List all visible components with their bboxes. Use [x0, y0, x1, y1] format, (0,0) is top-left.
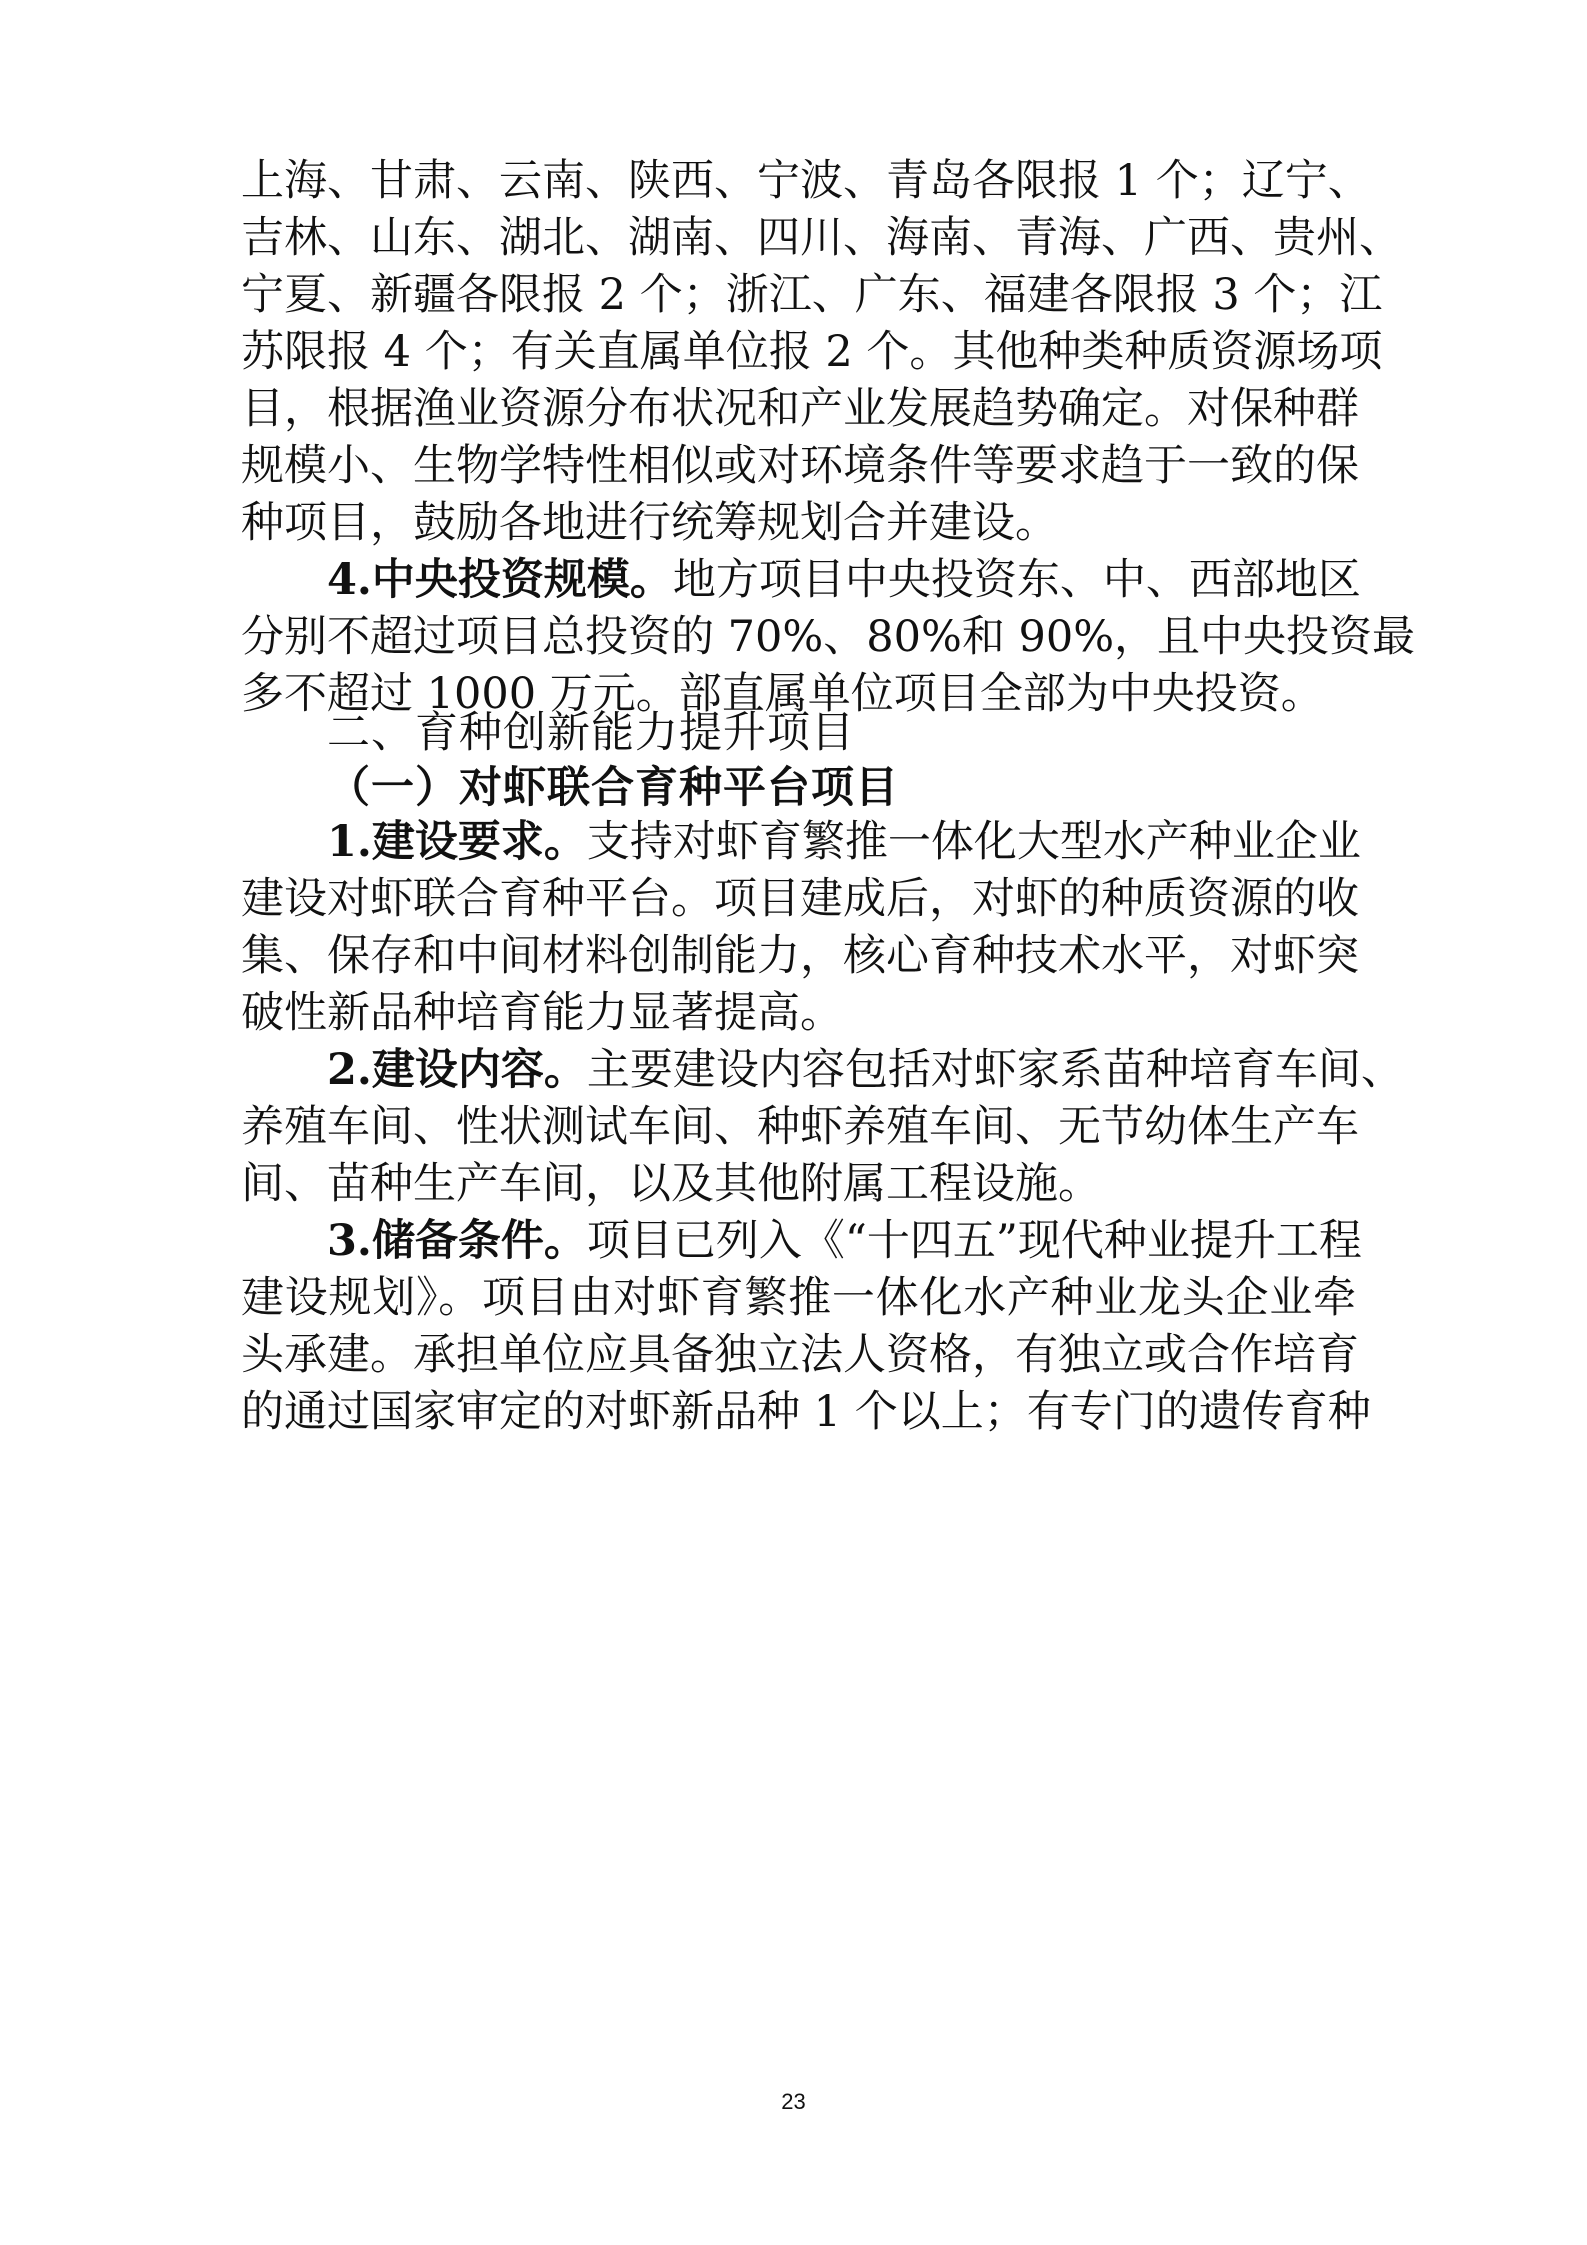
paragraph-line: 目，根据渔业资源分布状况和产业发展趋势确定。对保种群	[241, 384, 1359, 434]
subsection-heading: （一）对虾联合育种平台项目	[327, 763, 899, 813]
item1-text: 支持对虾育繁推一体化大型水产种业企业	[586, 817, 1361, 867]
paragraph-line: 头承建。承担单位应具备独立法人资格，有独立或合作培育	[241, 1330, 1359, 1380]
item3-label: 3.储备条件。	[327, 1216, 587, 1266]
item1-first-line	[327, 814, 1361, 870]
page-number: 23	[781, 2089, 806, 2114]
paragraph-line: 宁夏、新疆各限报 2 个；浙江、广东、福建各限报 3 个；江	[241, 270, 1383, 320]
item4-text: 地方项目中央投资东、中、西部地区	[672, 555, 1361, 605]
item3-text: 项目已列入《“十四五”现代种业提升工程	[586, 1216, 1362, 1266]
paragraph-line: 上海、甘肃、云南、陕西、宁波、青岛各限报 1 个；辽宁、	[241, 156, 1371, 206]
item4-label: 4.中央投资规模。	[327, 555, 673, 605]
paragraph-line: 种项目，鼓励各地进行统筹规划合并建设。	[241, 498, 1058, 548]
item4-first-line	[327, 552, 1361, 608]
item2-label: 2.建设内容。	[327, 1045, 587, 1095]
item3-first-line	[327, 1213, 1362, 1269]
paragraph-line: 苏限报 4 个；有关直属单位报 2 个。其他种类种质资源场项	[241, 327, 1383, 377]
item2-first-line	[327, 1042, 1404, 1098]
paragraph-line: 规模小、生物学特性相似或对环境条件等要求趋于一致的保	[241, 441, 1359, 491]
paragraph-line: 建设规划》。项目由对虾育繁推一体化水产种业龙头企业牵	[241, 1273, 1356, 1323]
paragraph-line: 间、苗种生产车间，以及其他附属工程设施。	[241, 1159, 1101, 1209]
paragraph-line: 的通过国家审定的对虾新品种 1 个以上；有专门的遗传育种	[241, 1387, 1371, 1437]
paragraph-line: 集、保存和中间材料创制能力，核心育种技术水平，对虾突	[241, 931, 1359, 981]
paragraph-line: 吉林、山东、湖北、湖南、四川、海南、青海、广西、贵州、	[241, 213, 1402, 263]
item1-label: 1.建设要求。	[327, 817, 587, 867]
paragraph-line: 破性新品种培育能力显著提高。	[241, 988, 843, 1038]
paragraph-line: 建设对虾联合育种平台。项目建成后，对虾的种质资源的收	[241, 874, 1359, 924]
paragraph-line: 分别不超过项目总投资的 70%、80%和 90%，且中央投资最	[241, 612, 1416, 662]
paragraph-line: 多不超过 1000 万元。部直属单位项目全部为中央投资。	[241, 669, 1324, 719]
item2-text: 主要建设内容包括对虾家系苗种培育车间、	[586, 1045, 1404, 1095]
section-heading: 二、育种创新能力提升项目	[327, 708, 855, 758]
paragraph-line: 养殖车间、性状测试车间、种虾养殖车间、无节幼体生产车	[241, 1102, 1359, 1152]
